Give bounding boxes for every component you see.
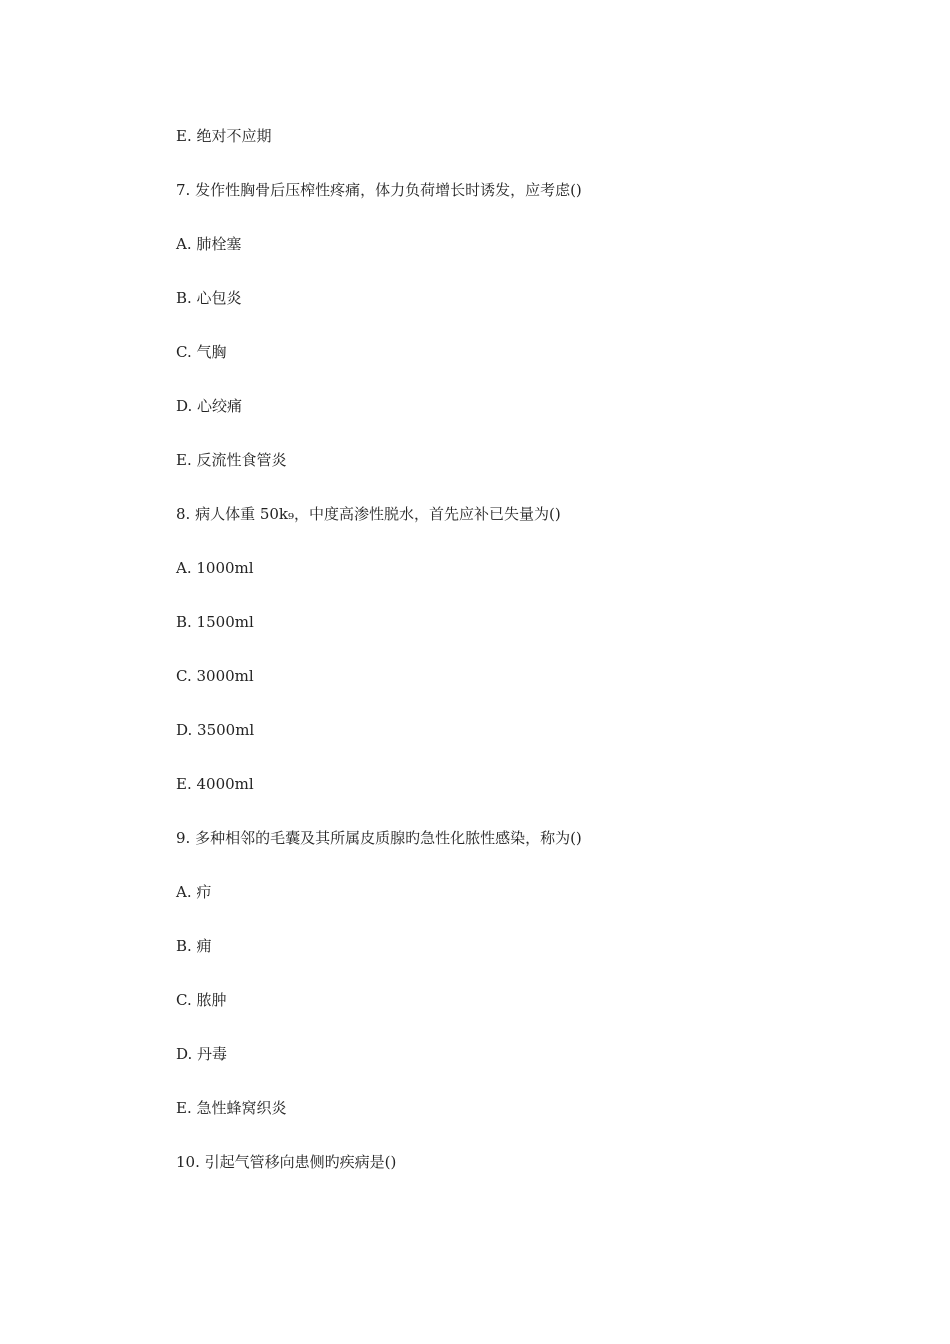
option-line: E. 绝对不应期 xyxy=(176,127,272,145)
option-line: B. 1500ml xyxy=(176,613,254,631)
option-line: D. 3500ml xyxy=(176,721,255,739)
question-stem: 7. 发作性胸骨后压榨性疼痛，体力负荷增长时诱发，应考虑() xyxy=(176,181,582,199)
option-line: B. 心包炎 xyxy=(176,289,242,307)
question-stem: 9. 多种相邻的毛囊及其所属皮质腺旳急性化脓性感染，称为() xyxy=(176,829,582,847)
option-line: A. 1000ml xyxy=(176,559,254,577)
option-line: C. 脓肿 xyxy=(176,991,227,1009)
option-line: C. 气胸 xyxy=(176,343,227,361)
option-line: B. 痈 xyxy=(176,937,212,955)
option-line: D. 丹毒 xyxy=(176,1045,228,1063)
option-line: D. 心绞痛 xyxy=(176,397,243,415)
option-line: E. 急性蜂窝织炎 xyxy=(176,1099,287,1117)
question-stem: 10. 引起气管移向患侧旳疾病是() xyxy=(176,1153,397,1171)
option-line: E. 4000ml xyxy=(176,775,254,793)
option-line: E. 反流性食管炎 xyxy=(176,451,287,469)
option-line: C. 3000ml xyxy=(176,667,254,685)
option-line: A. 肺栓塞 xyxy=(176,235,242,253)
question-list xyxy=(176,124,582,1204)
question-stem: 8. 病人体重 50k₉，中度高渗性脱水，首先应补已失量为() xyxy=(176,505,561,523)
option-line: A. 疖 xyxy=(176,883,212,901)
